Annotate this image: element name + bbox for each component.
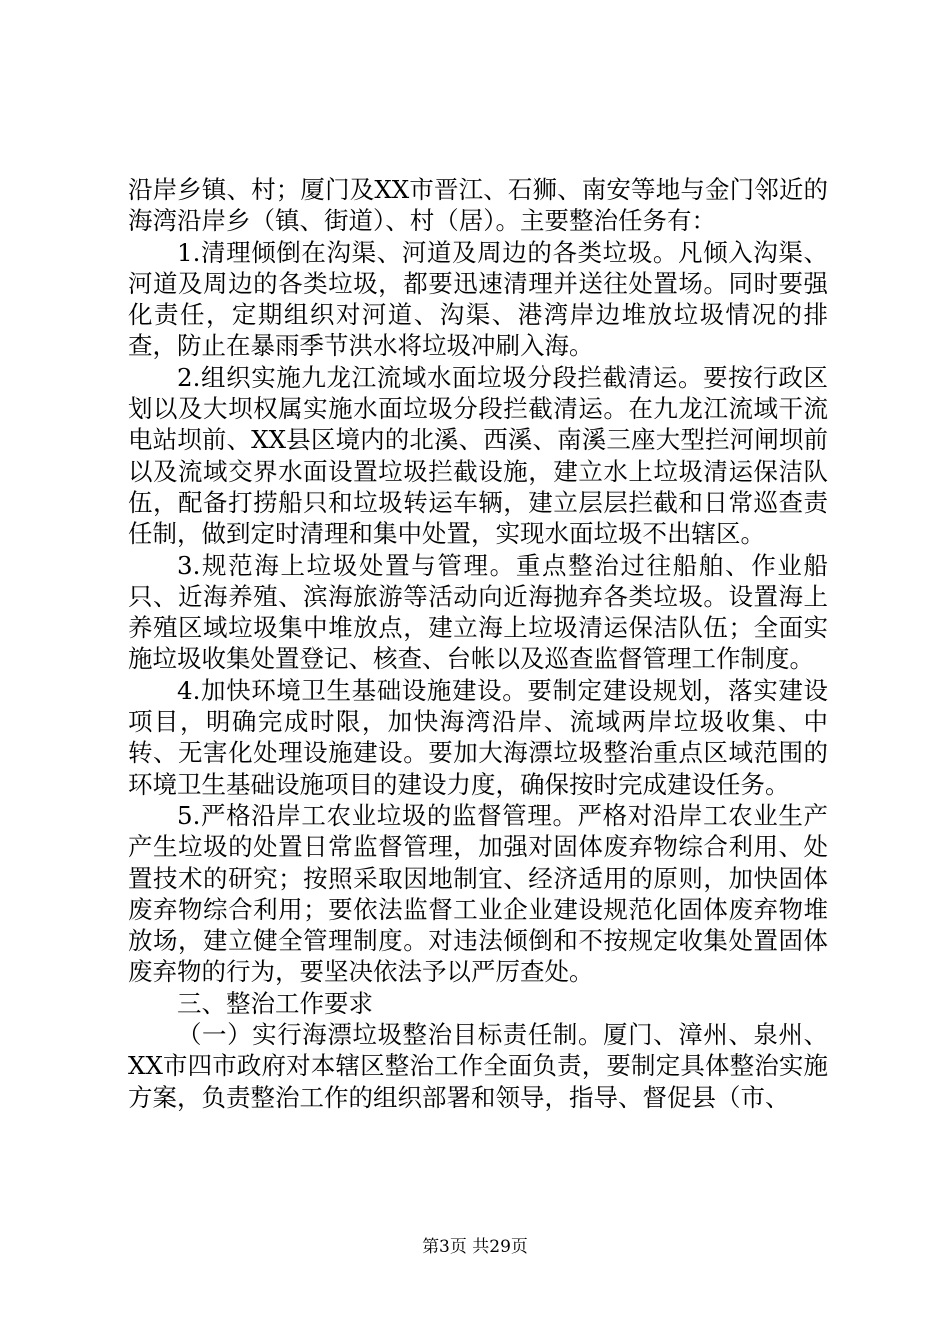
- document-body: [128, 174, 828, 1113]
- paragraph-task-1: 1.清理倾倒在沟渠、河道及周边的各类垃圾。凡倾入沟渠、河道及周边的各类垃圾，都要迅速清理并送往处置场。同时要强化责任，定期组织对河道、沟渠、港湾岸边堆放垃圾情况的排查，防止在暴雨季节洪水将垃圾冲刷入海。: [128, 237, 828, 361]
- paragraph-task-3: 3.规范海上垃圾处置与管理。重点整治过往船舶、作业船只、近海养殖、滨海旅游等活动向近海抛弃各类垃圾。设置海上养殖区域垃圾集中堆放点，建立海上垃圾清运保洁队伍；全面实施垃圾收集处置登记、核查、台帐以及巡查监督管理工作制度。: [128, 550, 828, 674]
- paragraph-task-4: 4.加快环境卫生基础设施建设。要制定建设规划，落实建设项目，明确完成时限，加快海湾沿岸、流域两岸垃圾收集、中转、无害化处理设施建设。要加大海漂垃圾整治重点区域范围的环境卫生基础设施项目的建设力度，确保按时完成建设任务。: [128, 675, 828, 799]
- paragraph-intro-continuation: 沿岸乡镇、村；厦门及XX市晋江、石狮、南安等地与金门邻近的海湾沿岸乡（镇、街道）、村（居）。主要整治任务有：: [128, 175, 828, 236]
- section-heading-requirements: 三、整治工作要求: [177, 988, 373, 1018]
- page-footer: 第3页 共29页: [422, 1237, 528, 1257]
- paragraph-task-2: 2.组织实施九龙江流域水面垃圾分段拦截清运。要按行政区划以及大坝权属实施水面垃圾分段拦截清运。在九龙江流域干流电站坝前、XX县区境内的北溪、西溪、南溪三座大型拦河闸坝前以及流域交界水面设置垃圾拦截设施，建立水上垃圾清运保洁队伍，配备打捞船只和垃圾转运车辆，建立层层拦截和日常巡查责任制，做到定时清理和集中处置，实现水面垃圾不出辖区。: [128, 362, 828, 549]
- paragraph-requirement-1: （一）实行海漂垃圾整治目标责任制。厦门、漳州、泉州、XX市四市政府对本辖区整治工作全面负责，要制定具体整治实施方案，负责整治工作的组织部署和领导，指导、督促县（市、: [128, 1020, 828, 1112]
- paragraph-task-5: 5.严格沿岸工农业垃圾的监督管理。严格对沿岸工农业生产产生垃圾的处置日常监督管理，加强对固体废弃物综合利用、处置技术的研究；按照采取因地制宜、经济适用的原则，加快固体废弃物综合利用；要依法监督工业企业建设规范化固体废弃物堆放场，建立健全管理制度。对违法倾倒和不按规定收集处置固体废弃物的行为，要坚决依法予以严厉查处。: [128, 800, 828, 987]
